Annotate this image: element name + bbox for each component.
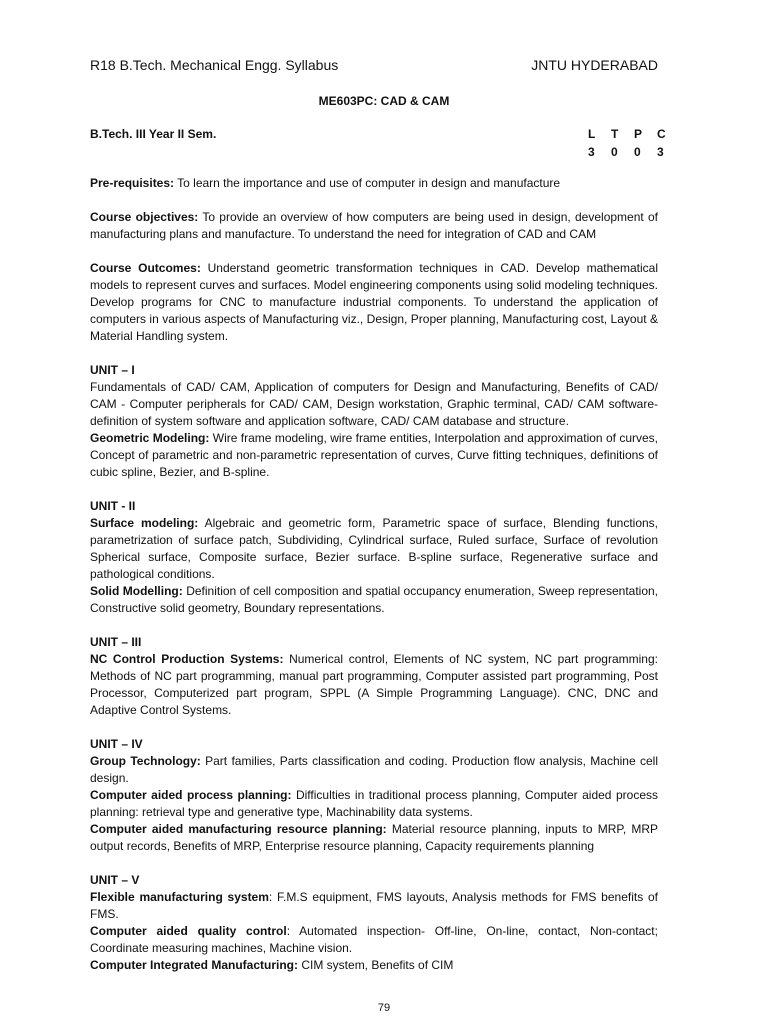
section-label: Surface modeling: [90,516,199,530]
ltpc-table [588,127,680,163]
ltpc-value: 0 [634,145,641,159]
unit-3-nc-control [90,651,658,719]
section-label: Computer aided manufacturing resource planning: [90,822,387,836]
header-left: R18 B.Tech. Mechanical Engg. Syllabus [90,57,339,73]
page-number: 79 [377,1002,391,1014]
section-label: Solid Modelling: [90,584,183,598]
unit-1-intro: Fundamentals of CAD/ CAM, Application of computers for Design and Manufacturing, Benefits of CAD/ CAM - Computer peripherals for CAD/ CAM, Design workstation, Graphic terminal, CAD/ CAM software- definition of system software and application software, CAD/ CAM database and structure. [90,380,658,428]
unit-4-title: UNIT – IV [90,737,143,751]
section-text: Part families, Parts classification and coding. Production flow analysis, Machine cell design. [90,754,658,785]
objectives-label: Course objectives: [90,210,199,224]
section-text: : Automated inspection- Off-line, On-line, contact, Non-contact; Coordinate measuring machines, Machine vision. [90,924,658,955]
section-text: Definition of cell composition and spatial occupancy enumeration, Sweep representation, Constructive solid geometry, Boundary representations. [90,584,659,615]
prerequisites-text: To learn the importance and use of computer in design and manufacture [174,176,561,190]
header-right: JNTU HYDERABAD [531,57,658,73]
section-text: Wire frame modeling, wire frame entities, Interpolation and approximation of curves, Concept of parametric and non-parametric representation of curves, Curve fitting techniques, definitions of cubic spline, Bezier, and B-spline. [90,431,659,479]
unit-5-quality-control [90,923,658,957]
year-semester: B.Tech. III Year II Sem. [90,127,217,141]
section-label: Flexible manufacturing system [90,890,269,904]
unit-3-title: UNIT – III [90,635,142,649]
ltpc-value: 3 [657,145,664,159]
section-text: Algebraic and geometric form, Parametric space of surface, Blending functions, parametrization of surface patch, Subdividing, Cylindrical surface, Ruled surface, Surface of revolution Spherical surface, Composite surface, Bezier surface. B-spline surface, Regenerative surface and pathological conditions. [90,516,659,581]
unit-1-title: UNIT – I [90,363,135,377]
section-label: Geometric Modeling: [90,431,210,445]
unit-4-group-technology [90,753,658,787]
unit-4-capp [90,787,658,821]
unit-5-title: UNIT – V [90,873,140,887]
objectives-text: To provide an overview of how computers are being used in design, development of manufacturing plans and manufacture. To understand the need for integration of CAD and CAM [90,210,658,241]
unit-2-solid-modelling [90,583,658,617]
section-label: Computer aided process planning: [90,788,292,802]
unit-2-title: UNIT - II [90,499,136,513]
unit-5-cim [90,957,658,974]
section-label: NC Control Production Systems: [90,652,284,666]
section-label: Computer Integrated Manufacturing: [90,958,299,972]
prerequisites [90,175,658,192]
course-outcomes [90,260,658,345]
ltpc-values [588,145,680,163]
syllabus-body [90,175,658,974]
course-objectives [90,209,658,243]
section-text: Difficulties in traditional process planning, Computer aided process planning: retrieval type and generative type, Machinability data systems. [90,788,658,819]
ltpc-label: P [634,127,643,141]
ltpc-value: 3 [588,145,595,159]
unit-5-fms [90,889,658,923]
ltpc-label: C [657,127,666,141]
section-label: Group Technology: [90,754,201,768]
unit-4-mrp [90,821,658,855]
ltpc-label: L [588,127,596,141]
section-label: Computer aided quality control [90,924,287,938]
unit-1-geometric-modeling [90,430,658,481]
section-text: Numerical control, Elements of NC system, NC part programming: Methods of NC part programming, manual part programming, Computer assisted part programming, Post Processor, Computerized part program, SPPL (A Simple Programming Language). CNC, DNC and Adaptive Control Systems. [90,652,658,717]
section-text: Material resource planning, inputs to MRP, MRP output records, Benefits of MRP, Enterprise resource planning, Capacity requirements planning [90,822,659,853]
course-code-title: ME603PC: CAD & CAM [318,94,450,108]
prerequisites-label: Pre-requisites: [90,176,175,190]
ltpc-labels [588,127,680,145]
section-text: CIM system, Benefits of CIM [298,958,454,972]
ltpc-value: 0 [611,145,618,159]
outcomes-label: Course Outcomes: [90,261,201,275]
outcomes-text: Understand geometric transformation techniques in CAD. Develop mathematical models to represent curves and surfaces. Model engineering components using solid modeling techniques. Develop programs for CNC to manufacture industrial components. To understand the application of computers in various aspects of Manufacturing viz., Design, Proper planning, Manufacturing cost, Layout & Material Handling system. [90,261,658,343]
section-text: : F.M.S equipment, FMS layouts, Analysis methods for FMS benefits of FMS. [90,890,658,921]
unit-2-surface-modeling [90,515,658,583]
ltpc-label: T [611,127,619,141]
